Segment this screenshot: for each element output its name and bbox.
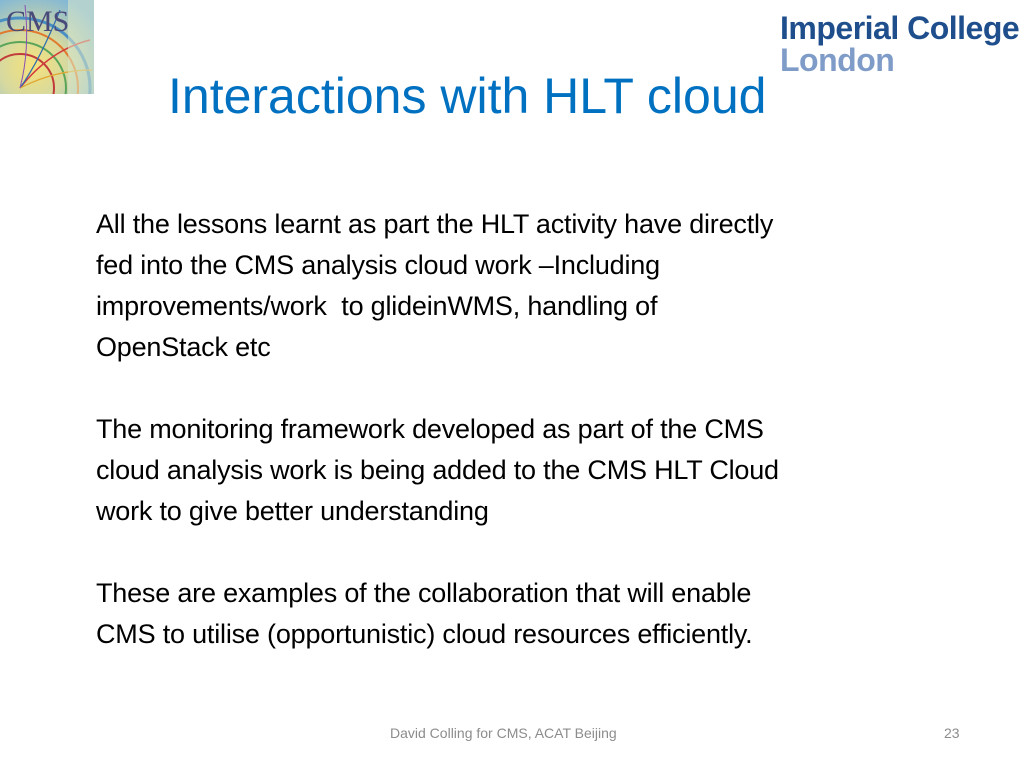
paragraph-2 [96, 409, 916, 532]
body-line: cloud analysis work is being added to the CMS HLT Cloud [96, 455, 779, 485]
body-line: fed into the CMS analysis cloud work –Including [96, 250, 660, 280]
cms-logo-text: CMS [6, 5, 70, 38]
body-line: improvements/work to glideinWMS, handling of [96, 291, 658, 321]
slide-title: Interactions with HLT cloud [168, 68, 767, 124]
body-line: OpenStack etc [96, 332, 271, 362]
body-line: CMS to utilise (opportunistic) cloud resources efficiently. [96, 619, 753, 649]
body-line: These are examples of the collaboration that will enable [96, 578, 752, 608]
paragraph-3 [96, 573, 916, 655]
body-line: work to give better understanding [96, 496, 489, 526]
footer-page-number: 23 [944, 725, 960, 741]
body-line: The monitoring framework developed as part of the CMS [96, 414, 764, 444]
paragraph-1 [96, 204, 916, 368]
footer-presenter: David Colling for CMS, ACAT Beijing [390, 725, 617, 741]
body-line: All the lessons learnt as part the HLT activity have directly [96, 209, 774, 239]
slide-body [96, 204, 916, 696]
icl-logo-line2: London [780, 42, 895, 78]
imperial-college-logo [778, 10, 1020, 78]
icl-logo-line1: Imperial College [780, 10, 1020, 46]
cms-logo [0, 0, 94, 94]
